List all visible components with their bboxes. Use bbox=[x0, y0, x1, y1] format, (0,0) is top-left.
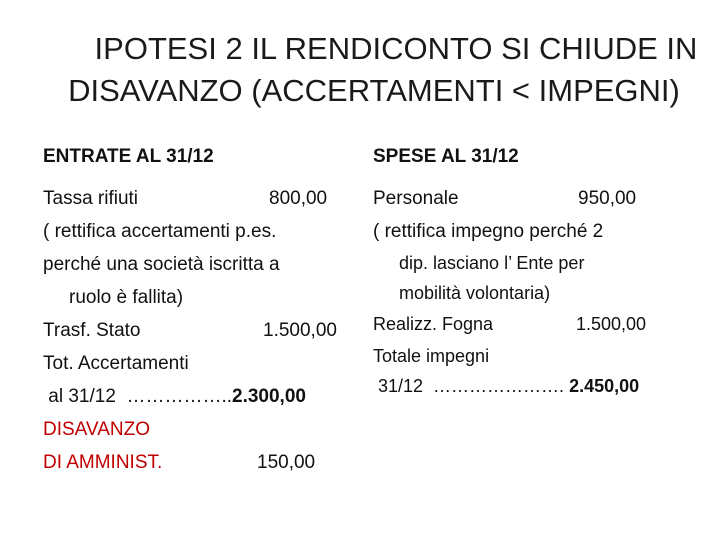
trasf-label: Trasf. Stato bbox=[43, 320, 141, 341]
tot-accertamenti-prefix: al 31/12 …………….. bbox=[43, 386, 233, 407]
tassa-label: Tassa rifiuti bbox=[43, 188, 139, 209]
personale-label: Personale bbox=[373, 188, 459, 209]
entrate-note-line-1: ( rettifica accertamenti p.es. bbox=[43, 221, 277, 242]
trasf-value: 1.500,00 bbox=[263, 320, 337, 341]
tassa-row bbox=[43, 182, 363, 215]
spese-column bbox=[373, 140, 673, 401]
tot-impegni-prefix: 31/12 …………………. bbox=[373, 376, 570, 396]
trasf-row bbox=[43, 314, 363, 347]
personale-value: 950,00 bbox=[578, 188, 637, 209]
entrate-column bbox=[43, 140, 363, 479]
title-line-2: DISAVANZO (ACCERTAMENTI < IMPEGNI) bbox=[68, 73, 680, 108]
tot-accertamenti-value: 2.300,00 bbox=[232, 386, 306, 407]
fogna-label: Realizz. Fogna bbox=[373, 314, 494, 334]
spese-note-line-2: dip. lasciano l’ Ente per bbox=[399, 253, 585, 273]
spese-note-line-1: ( rettifica impegno perché 2 bbox=[373, 221, 604, 242]
personale-row bbox=[373, 182, 673, 215]
disavanzo-label-2: DI AMMINIST. bbox=[43, 452, 163, 473]
disavanzo-label-1: DISAVANZO bbox=[43, 419, 150, 440]
entrate-note-line-3: ruolo è fallita) bbox=[69, 287, 184, 308]
disavanzo-value: 150,00 bbox=[257, 452, 316, 473]
entrate-note-line-2: perché una società iscritta a bbox=[43, 254, 280, 275]
fogna-row bbox=[373, 308, 673, 341]
tot-impegni-value: 2.450,00 bbox=[569, 376, 640, 396]
disavanzo-row bbox=[43, 446, 363, 479]
tot-accertamenti-row bbox=[43, 380, 363, 413]
spese-header: SPESE AL 31/12 bbox=[373, 146, 519, 167]
title-line-1: IPOTESI 2 IL RENDICONTO SI CHIUDE IN bbox=[94, 31, 698, 66]
tot-impegni-label: Totale impegni bbox=[373, 346, 490, 366]
spese-note-line-3: mobilità volontaria) bbox=[399, 283, 551, 303]
tot-accertamenti-label: Tot. Accertamenti bbox=[43, 353, 189, 374]
tot-impegni-row bbox=[373, 371, 673, 401]
entrate-header: ENTRATE AL 31/12 bbox=[43, 146, 214, 167]
slide-title bbox=[0, 28, 720, 112]
tassa-value: 800,00 bbox=[269, 188, 328, 209]
fogna-value: 1.500,00 bbox=[576, 314, 647, 334]
